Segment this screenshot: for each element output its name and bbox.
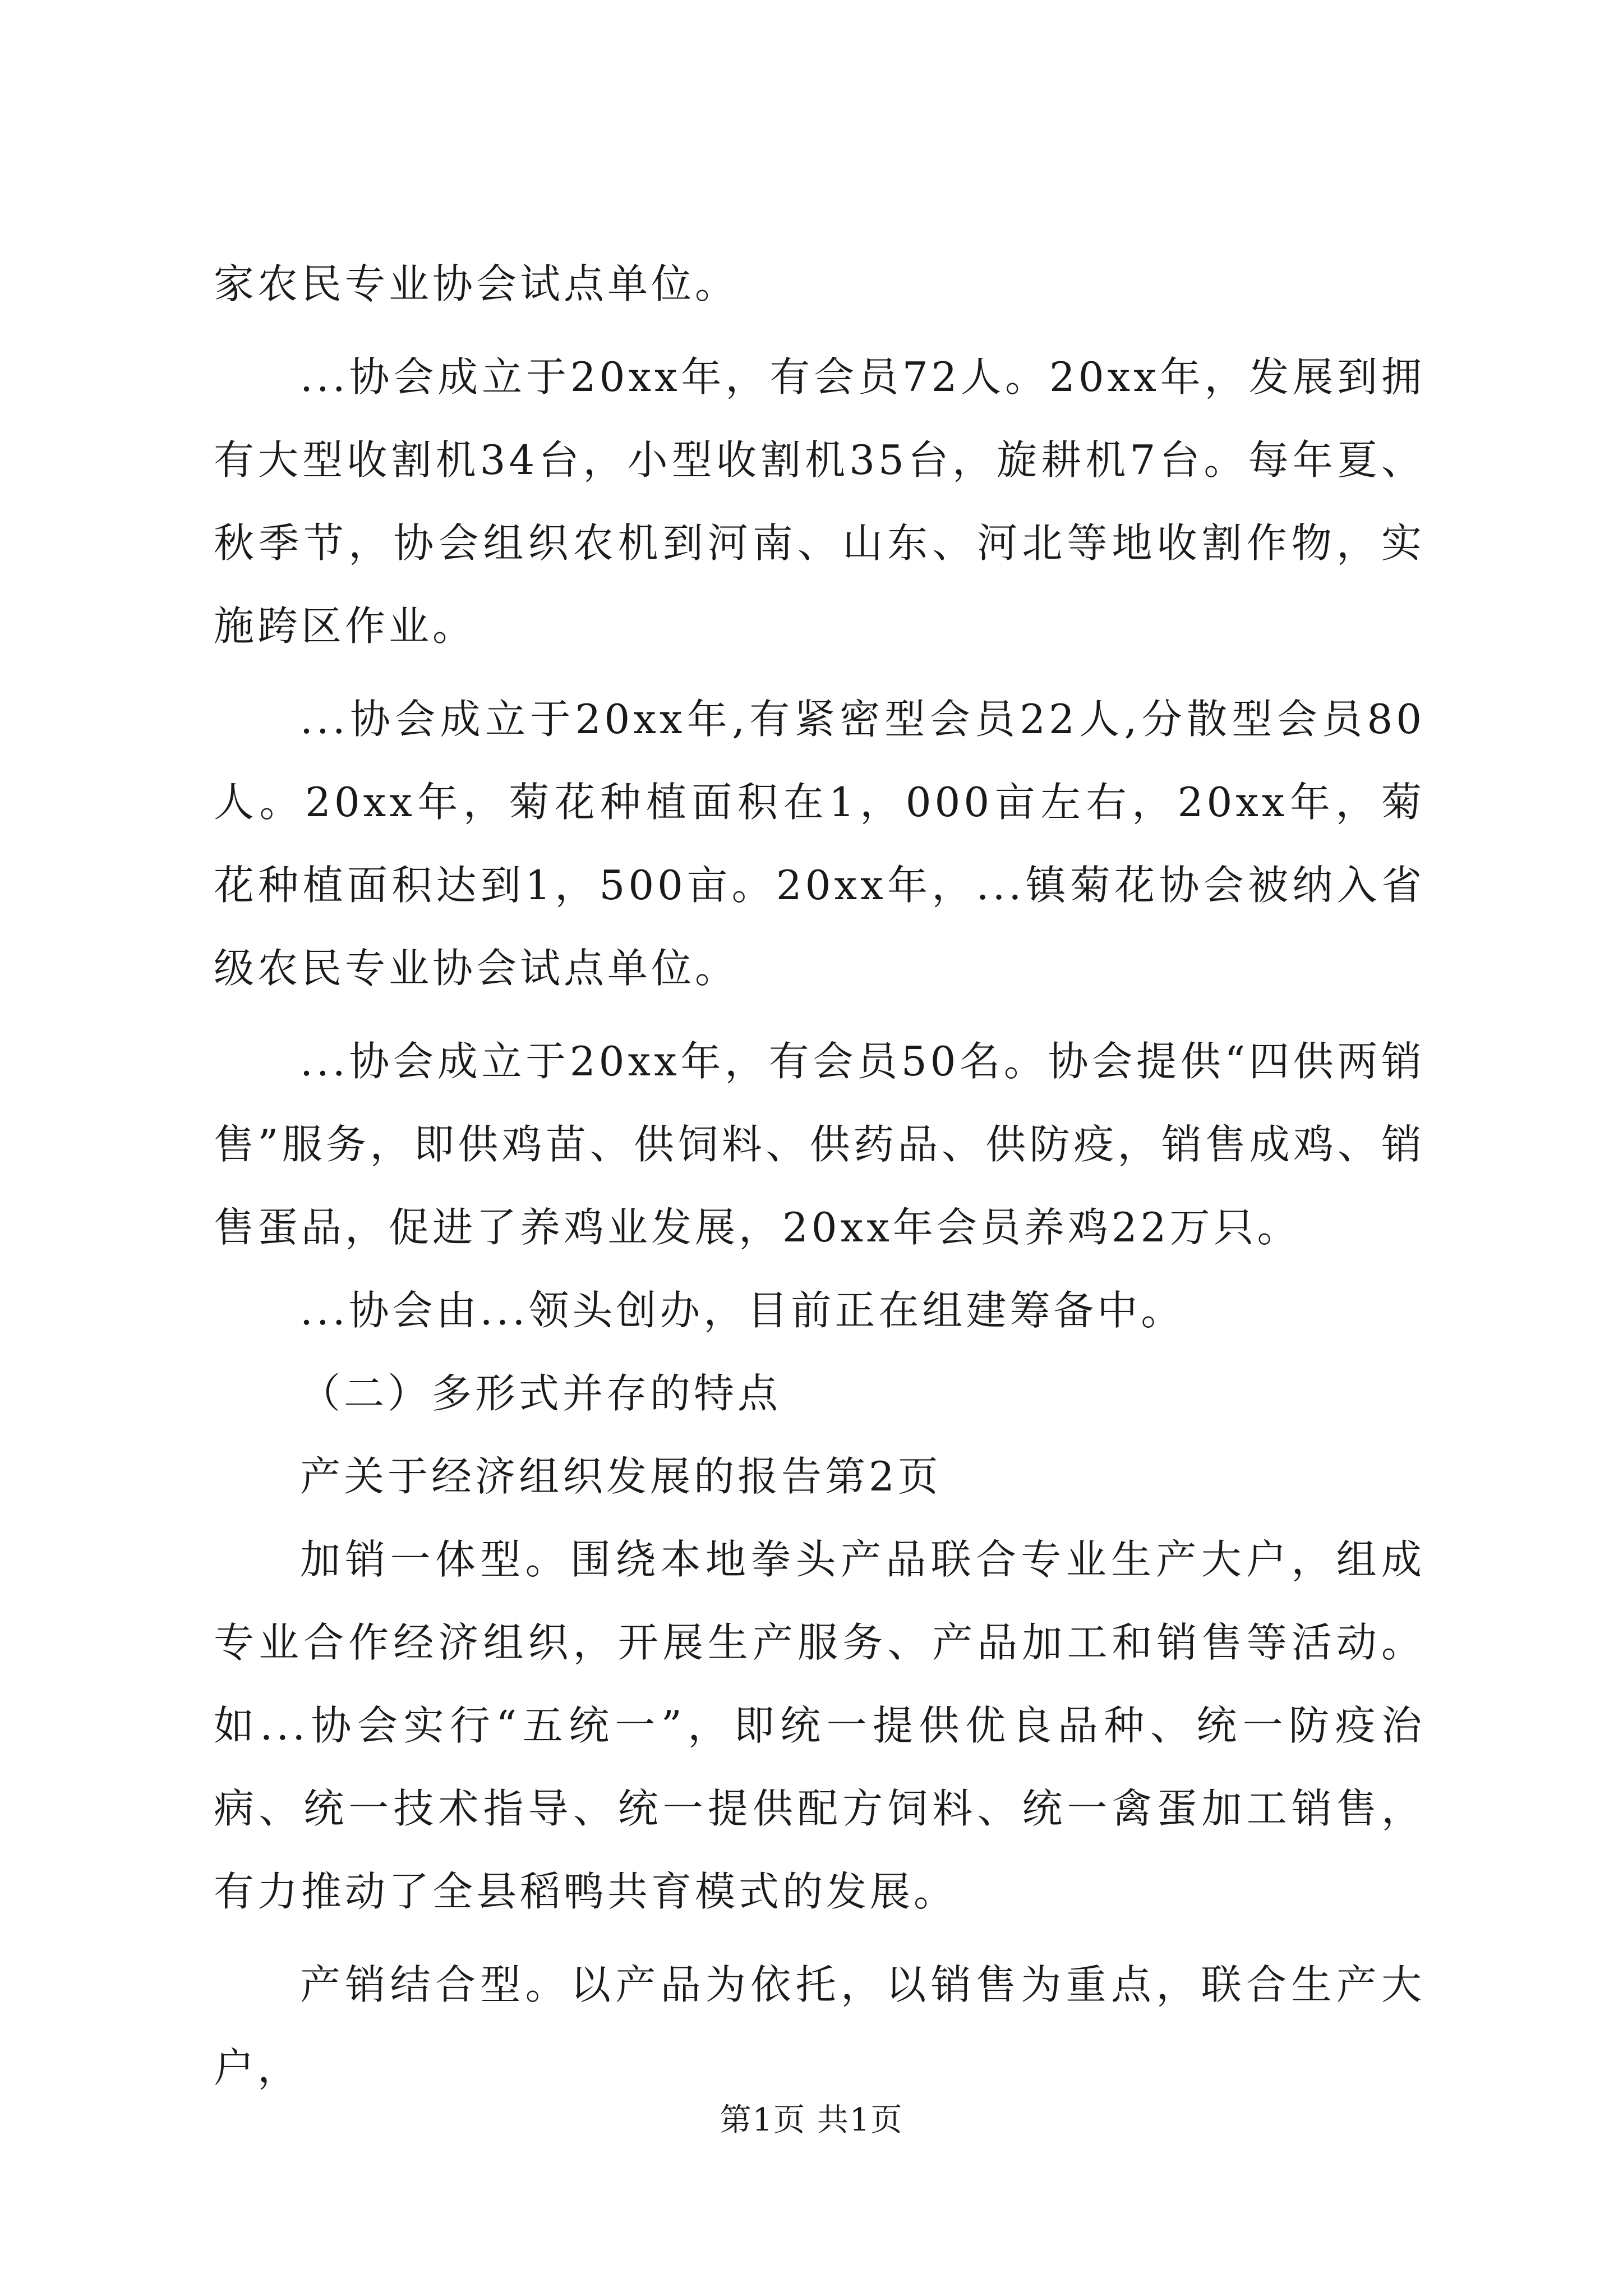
running-title: 产关于经济组织发展的报告第2页 bbox=[300, 1453, 942, 1500]
section-heading: （二）多形式并存的特点 bbox=[300, 1370, 782, 1417]
paragraph-poultry-association: ...协会成立于20xx年，有会员50名。协会提供“四供两销售”服务，即供鸡苗、供饲料、供药品、供防疫，销售成鸡、销售蛋品，促进了养鸡业发展，20xx年会员养鸡22万只。 bbox=[214, 1038, 1425, 1251]
paragraph-harvester-association: ...协会成立于20xx年，有会员72人。20xx年，发展到拥有大型收割机34台，小型收割机35台，旋耕机7台。每年夏、秋季节，协会组织农机到河南、山东、河北等地收割作物，实施跨区作业。 bbox=[214, 353, 1425, 650]
paragraph-processing-sales-type: 加销一体型。围绕本地拳头产品联合专业生产大户，组成专业合作经济组织，开展生产服务、产品加工和销售等活动。如...协会实行“五统一”，即统一提供优良品种、统一防疫治病、统一技术指导、统一提供配方饲料、统一禽蛋加工销售，有力推动了全县稻鸭共育模式的发展。 bbox=[214, 1536, 1425, 1915]
paragraph-chrysanthemum-association: ...协会成立于20xx年,有紧密型会员22人,分散型会员80人。20xx年，菊花种植面积在1，000亩左右，20xx年，菊花种植面积达到1，500亩。20xx年，...镇菊花协会被纳入省级农民专业协会试点单位。 bbox=[214, 696, 1425, 992]
document-body bbox=[214, 242, 1425, 2109]
paragraph-production-sales-type: 产销结合型。以产品为依托，以销售为重点，联合生产大户， bbox=[214, 1961, 1425, 2091]
paragraph-continuation: 家农民专业协会试点单位。 bbox=[214, 260, 739, 307]
paragraph-new-association: ...协会由...领头创办，目前正在组建筹备中。 bbox=[300, 1287, 1185, 1334]
page-footer: 第1页 共1页 bbox=[720, 2102, 903, 2138]
